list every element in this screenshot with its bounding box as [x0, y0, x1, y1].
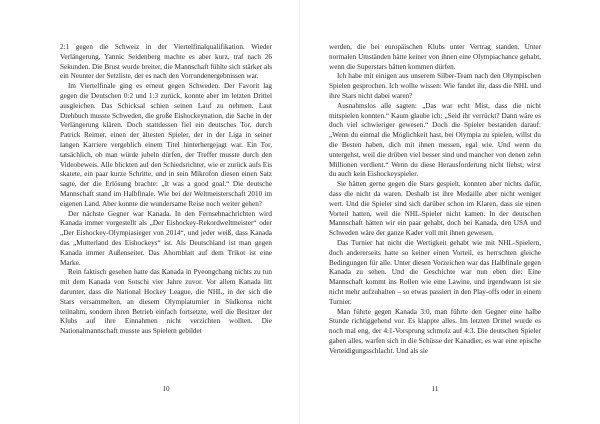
paragraph: Ich habe mit einigen aus unserem Silber-Team nach den Olympischen Spielen gesprochen. Ich wollte wissen: Wie fandet ihr, dass die NHL und ihre Stars nicht dabei waren?: [329, 72, 541, 100]
page-number: 10: [162, 385, 170, 393]
paragraph: werden, die bei europäischen Klubs unter Vertrag standen. Unter normalen Umständen hätte keiner von ihnen eine Olympiachance gehabt, wenn die Superstars hätten kommen dürfen.: [329, 43, 541, 71]
right-page: [300, 0, 600, 424]
paragraph: 2:1 gegen die Schweiz in der Viertelfinalqualifikation. Wieder Verlängerung, Yannic Seidenberg machte es aber kurz, traf nach 26 Sekunden. Die Brust wurde breiter, die Mannschaft fühlte sich stärker als ein Neunter der Setzliste, der es nach den Vorrundenergebnissen war.: [60, 43, 272, 81]
left-page-text: [60, 43, 272, 337]
paragraph: Rein faktisch gesehen hatte das Kanada in Pyeongchang nichts zu tun mit dem Kanada von Sotschi vier Jahre zuvor. Vor allem Kanada litt darunter, dass die National Hockey League, die NHL, in der sich die Stars versammelten, an diesem Olympiaturnier in Südkorea nicht teilnahm, sondern ihren Betrieb einfach fortsetzte, weil die Besitzer der Klubs auf ihre Einnahmen nicht verzichten wollten. Die Nationalmannschaft musste aus Spielern gebildet: [60, 268, 272, 336]
paragraph: Man führte gegen Kanada 3:0, man führte den Gegner eine halbe Stunde richtiggehend vor. Es klappte alles. Im letzten Drittel wurde es noch mal eng, der 4:1-Vorsprung schmolz auf 4:3. Die deutschen Spieler gaben alles, warfen sich in die Schüsse der Kanadier, es war eine epische Verteidigungsschlacht. Und als sie: [329, 307, 541, 355]
paragraph: Ausnahmslos alle sagten: „Das war echt Mist, dass die nicht mitspielen konnten.“ Kaum glaube ich: „Seid ihr verrückt? Dann wäre es doch viel schwieriger gewesen.“ Doch die Spieler bestanden darauf: „Wenn du einmal die Möglichkeit hast, bei Olympia zu spielen, willst du die Besten haben, dich mit ihnen messen, egal wie. Und wenn du untergehst, weil die drüben viel besser sind und mancher von denen zehn Millionen verdient.“ Wenn du diese Herausforderung nicht liebst, wirst du auch kein Eishockeyspieler.: [329, 101, 541, 179]
paragraph: Der nächste Gegner war Kanada. In den Fernsehnachrichten wird Kanada immer vorgestellt als „Der Eishockey-Rekordweltmeister“ oder „Der Eishockey-Olympiasieger von 2014“, und jeder weiß, dass Kanada das „Mutterland des Eishockeys“ ist. Als Deutschland ist man gegen Kanada immer Außenseiter. Das Ahornblatt auf dem Trikot ist eine Marke.: [60, 209, 272, 267]
paragraph: Das Turnier hat nicht die Wertigkeit gehabt wie mit NHL-Spielern, doch andererseits hatte so keiner einen Vorteil, es herrschten gleiche Bedingungen für alle. Unter diesen Vorzeichen war das Halbfinale gegen Kanada zu sehen. Und die Geschichte war nun eben die: Eine Mannschaft kommt ins Rollen wie eine Lawine, und irgendwann ist sie nicht mehr aufzuhalten – so etwas passiert in den Play-offs oder in einem Turnier.: [329, 238, 541, 306]
page-number: 11: [431, 385, 439, 393]
paragraph: Sie hätten gerne gegen die Stars gespielt, konnten aber nichts dafür, dass die nicht da waren. Deshalb ist ihre Medaille aber nicht weniger wert. Und die Spieler sind sich darüber schon im Klaren, dass sie einen Vorteil hatten, weil die NHL-Spieler nicht kamen. In der deutschen Mannschaft hätten wir ein paar gehabt, doch bei Kanada, den USA und Schweden wäre der ganze Kader voll mit ihnen gewesen.: [329, 180, 541, 238]
right-page-text: [329, 43, 541, 357]
paragraph: Im Viertelfinale ging es erneut gegen Schweden. Der Favorit lag gegen die Deutschen 0:2 und 1:3 zurück, konnte aber im letzten Drittel ausgleichen. Das Schicksal schien seinen Lauf zu nehmen. Laut Drehbuch musste Schweden, die große Eishockeynation, die Sache in der Verlängerung klären. Doch stattdessen fiel ein deutsches Tor, durch Patrick Reimer, einen der ältesten Spieler, der in der Liga in seiner langen Karriere vergeblich einem Titel hinterhergejagt war. Ein Tor, tatsächlich, ob man würde jubeln dürfen, der Treffer musste durch den Videobeweis. Alle blickten auf den Schiedsrichter, wie er zurück aufs Eis skatete, ein paar kurze Schritte, und in sein Mikrofon diesen einen Satz sagte, der die Erlösung brachte: „It was a good goal.“ Die deutsche Mannschaft stand im Halbfinale. Wie bei der Weltmeisterschaft 2010 im eigenen Land. Aber konnte die wundersame Reise noch weiter gehen?: [60, 82, 272, 208]
